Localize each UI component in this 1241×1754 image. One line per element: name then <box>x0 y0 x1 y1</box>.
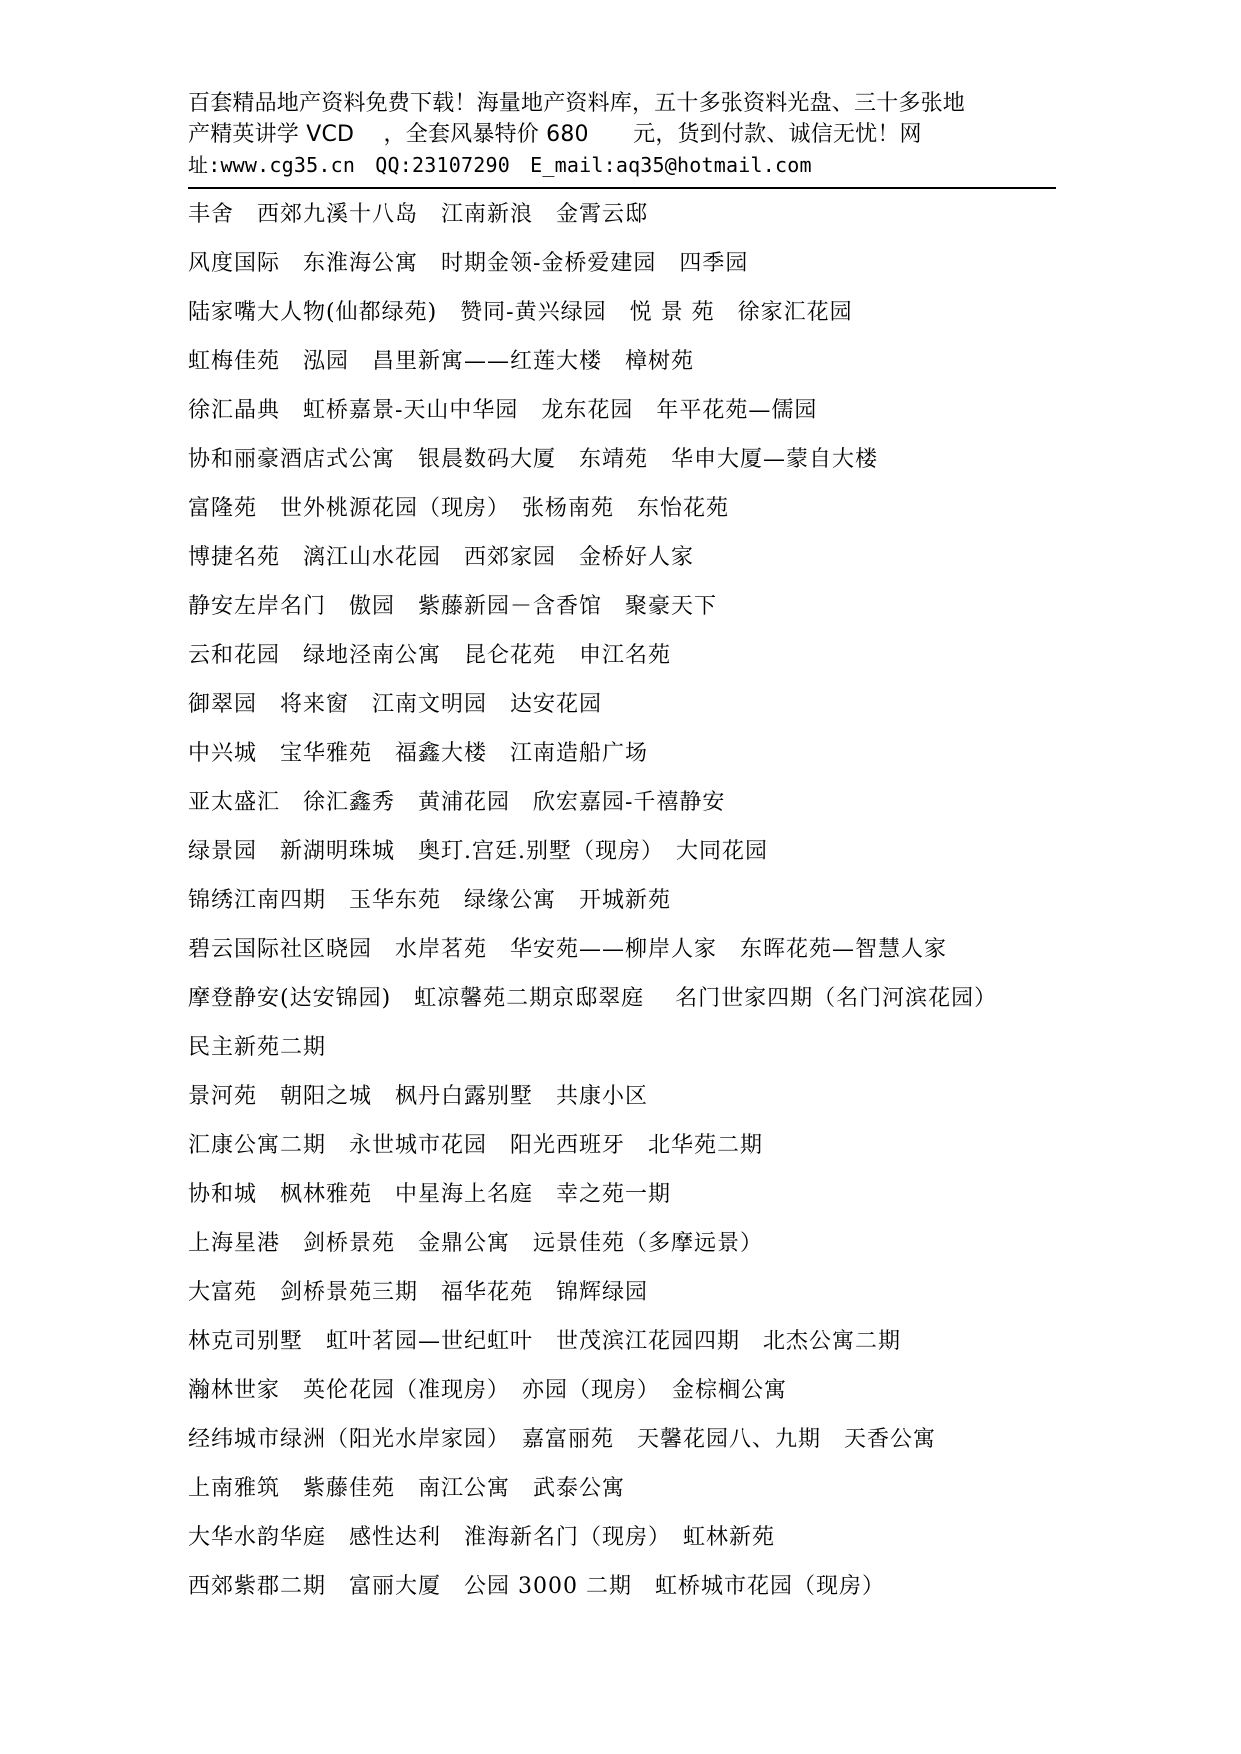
list-item: 瀚林世家 英伦花园（准现房） 亦园（现房） 金棕榈公寓 <box>188 1378 788 1403</box>
list-item: 大富苑 剑桥景苑三期 福华花苑 锦辉绿园 <box>188 1280 649 1305</box>
list-item: 富隆苑 世外桃源花园（现房） 张杨南苑 东怡花苑 <box>188 496 730 521</box>
list-item: 民主新苑二期 <box>188 1035 327 1060</box>
list-item: 协和丽豪酒店式公寓 银晨数码大厦 东靖苑 华申大厦—蒙自大楼 <box>188 447 879 472</box>
list-item: 虹梅佳苑 泓园 昌里新寓——红莲大楼 樟树苑 <box>188 349 695 374</box>
header-line-1: 百套精品地产资料免费下载！海量地产资料库，五十多张资料光盘、三十多张地 <box>188 91 966 116</box>
list-item: 云和花园 绿地泾南公寓 昆仑花苑 申江名苑 <box>188 643 672 668</box>
header-line-3: 址:www.cg35.cn QQ:23107290 E_mail:aq35@hotmail.com <box>188 153 812 177</box>
list-item: 上海星港 剑桥景苑 金鼎公寓 远景佳苑（多摩远景） <box>188 1231 764 1256</box>
ad-header <box>188 88 1048 181</box>
list-item: 中兴城 宝华雅苑 福鑫大楼 江南造船广场 <box>188 741 649 766</box>
list-item: 协和城 枫林雅苑 中星海上名庭 幸之苑一期 <box>188 1182 672 1207</box>
list-item: 锦绣江南四期 玉华东苑 绿缘公寓 开城新苑 <box>188 888 672 913</box>
list-item: 碧云国际社区晓园 水岸茗苑 华安苑——柳岸人家 东晖花苑—智慧人家 <box>188 937 948 962</box>
list-item: 汇康公寓二期 永世城市花园 阳光西班牙 北华苑二期 <box>188 1133 764 1158</box>
list-item: 博捷名苑 漓江山水花园 西郊家园 金桥好人家 <box>188 545 695 570</box>
list-item: 经纬城市绿洲（阳光水岸家园） 嘉富丽苑 天馨花园八、九期 天香公寓 <box>188 1427 937 1452</box>
list-item: 陆家嘴大人物(仙都绿苑) 赞同-黄兴绿园 悦 景 苑 徐家汇花园 <box>188 300 853 325</box>
header-line-2: 产精英讲学 VCD ，全套风暴特价 680 元，货到付款、诚信无忧！网 <box>188 122 922 147</box>
list-item: 林克司别墅 虹叶茗园—世纪虹叶 世茂滨江花园四期 北杰公寓二期 <box>188 1329 902 1354</box>
list-item: 御翠园 将来窗 江南文明园 达安花园 <box>188 692 603 717</box>
list-item: 丰舍 西郊九溪十八岛 江南新浪 金霄云邸 <box>188 202 649 227</box>
list-item: 绿景园 新湖明珠城 奥玎.宫廷.别墅（现房） 大同花园 <box>188 839 768 864</box>
property-list <box>188 197 1068 1618</box>
list-item: 摩登静安(达安锦园) 虹凉馨苑二期京邸翠庭 名门世家四期（名门河滨花园） <box>188 986 998 1011</box>
list-item: 亚太盛汇 徐汇鑫秀 黄浦花园 欣宏嘉园-千禧静安 <box>188 790 726 815</box>
list-item: 西郊紫郡二期 富丽大厦 公园 3000 二期 虹桥城市花园（现房） <box>188 1574 885 1599</box>
list-item: 景河苑 朝阳之城 枫丹白露别墅 共康小区 <box>188 1084 649 1109</box>
list-item: 大华水韵华庭 感性达利 淮海新名门（现房） 虹林新苑 <box>188 1525 776 1550</box>
header-divider <box>188 187 1056 189</box>
list-item: 上南雅筑 紫藤佳苑 南江公寓 武泰公寓 <box>188 1476 626 1501</box>
list-item: 静安左岸名门 傲园 紫藤新园－含香馆 聚豪天下 <box>188 594 718 619</box>
list-item: 风度国际 东淮海公寓 时期金领-金桥爱建园 四季园 <box>188 251 749 276</box>
list-item: 徐汇晶典 虹桥嘉景-天山中华园 龙东花园 年平花苑—儒园 <box>188 398 818 423</box>
